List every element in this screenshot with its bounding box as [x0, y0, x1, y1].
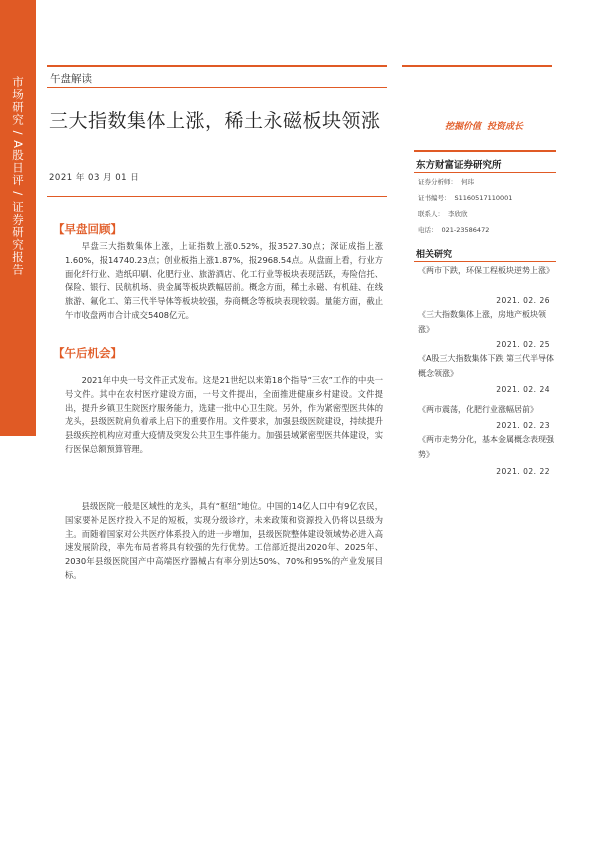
related-report-date: 2021. 02. 25	[496, 340, 550, 349]
org-divider-top	[414, 150, 556, 152]
contact-line	[418, 209, 468, 218]
section-label: 午盘解读	[50, 73, 92, 85]
related-report-link[interactable]: 《两市走势分化，基本金属概念表现强势》	[418, 435, 554, 459]
sidebar-category: 市场研究 / A股日评 / 证券研究报告	[11, 76, 25, 276]
section-heading-afternoon: 【午后机会】	[53, 346, 122, 360]
info-value: S1160517110001	[454, 194, 513, 202]
related-report-date: 2021. 02. 22	[496, 467, 550, 476]
phone-line	[418, 225, 489, 234]
related-report-date: 2021. 02. 26	[496, 296, 550, 305]
related-report-link[interactable]: 《三大指数集体上涨，房地产板块领涨》	[418, 310, 546, 334]
paragraph: 早盘三大指数集体上涨，上证指数上涨0.52%，报3527.30点；深证成指上涨1.60%，报14740.23点；创业板指上涨1.87%，报2968.54点。从盘面上看，行业方面化纤行业、造纸印刷、化肥行业、旅游酒店、化工行业等板块表现活跃，寿险信托、保险、银行、民航机场、贵金属等板块跌幅居前。概念方面，稀土永磁、有机硅、在线旅游、氟化工、第三代半导体等板块较强，券商概念等板块表现较弱。量能方面，截止午市收盘两市合计成交5408亿元。	[65, 241, 383, 320]
top-divider-right	[402, 65, 552, 67]
related-research-title: 相关研究	[416, 250, 453, 260]
info-value: 何玮	[461, 178, 474, 186]
info-value: 021-23586472	[441, 226, 490, 234]
related-report-link[interactable]: 《两市震荡，化肥行业涨幅居前》	[418, 405, 538, 414]
page-title: 三大指数集体上涨，稀土永磁板块领涨	[49, 110, 381, 132]
org-divider	[414, 172, 556, 173]
paragraph: 2021年中央一号文件正式发布。这是21世纪以来第18个指导“三农”工作的中央一号文件。其中在农村医疗建设方面，一号文件提出，全面推进健康乡村建设。文件提出，提升乡镇卫生院医疗服务能力，选建一批中心卫生院。另外，作为紧密型医共体的龙头，县级医院肩负着承上启下的重要作用。文件要求，加强县级医院建设，持续提升县级疾控机构应对重大疫情及突发公共卫生事件能力。加强县域紧密型医共体建设，实行医保总额预算管理。	[65, 375, 383, 454]
related-report-link[interactable]: 《A股三大指数集体下跌 第三代半导体概念领涨》	[418, 354, 555, 378]
info-label: 证书编号：	[418, 194, 451, 202]
info-value: 李欣欣	[448, 210, 468, 218]
paragraph: 县级医院一般是区域性的龙头，具有“枢纽”地位。中国的14亿人口中有9亿农民，国家要补足医疗投入不足的短板，实现分级诊疗，未来政策和资源投入仍将以县级为主。而随着国家对公共医疗体系投入的进一步增加，县级医院整体建设领域势必进入高速发展阶段，率先布局者将具有较强的先行优势。工信部近提出2020年、2025年、2030年县级医院国产中高端医疗器械占有率分别达50%、70%和95%的产业发展目标。	[65, 501, 383, 580]
sidebar-band	[0, 0, 36, 436]
related-report-link[interactable]: 《两市下跌，环保工程板块逆势上涨》	[418, 266, 554, 275]
info-label: 证券分析师：	[418, 178, 457, 186]
analyst-line	[418, 177, 474, 186]
section-heading-morning: 【早盘回顾】	[53, 222, 122, 236]
section-divider	[47, 87, 387, 88]
slogan-part: 挖掘价值	[445, 122, 482, 132]
certificate-line	[418, 193, 512, 202]
org-name: 东方财富证券研究所	[416, 160, 502, 171]
slogan	[445, 119, 523, 132]
related-report-date: 2021. 02. 24	[496, 385, 550, 394]
info-label: 联系人：	[418, 210, 444, 218]
slogan-part: 投资成长	[487, 122, 524, 132]
related-divider	[414, 261, 556, 262]
top-divider	[47, 65, 387, 67]
related-report-date: 2021. 02. 23	[496, 421, 550, 430]
info-label: 电话：	[418, 226, 438, 234]
report-date: 2021 年 03 月 01 日	[49, 173, 140, 183]
main-divider	[47, 196, 387, 197]
